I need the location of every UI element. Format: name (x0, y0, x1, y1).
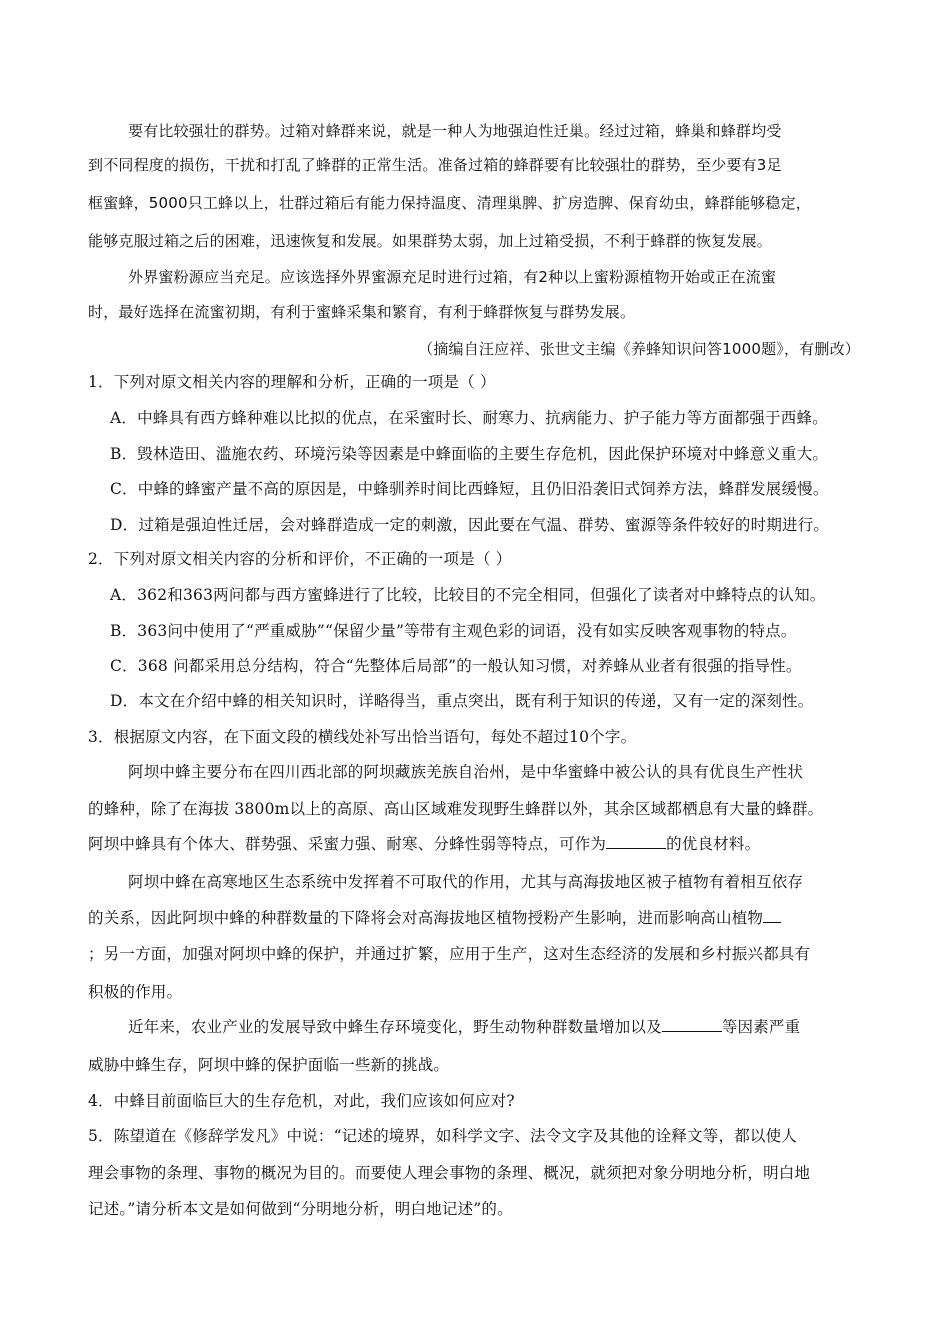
question-1-stem: 1．下列对原文相关内容的理解和分析，正确的一项是（ ） (88, 373, 496, 391)
question-4-stem: 4．中蜂目前面临巨大的生存危机，对此，我们应该如何应对? (88, 1092, 515, 1110)
answer-blank-3[interactable] (662, 1017, 722, 1032)
passage-line: 时，最好选择在流蜜初期，有利于蜜蜂采集和繁育，有利于蜂群恢复与群势发展。 (88, 303, 636, 321)
question-2-option-c: C．368 问都采用总分结构，符合“先整体后局部”的一般认知习惯，对养蜂从业者有很强的指导性。 (110, 657, 802, 675)
passage-line: 外界蜜粉源应当充足。应该选择外界蜜源充足时进行过箱，有2种以上蜜粉源植物开始或正在流蜜 (128, 268, 777, 286)
question-1-option-d: D．过箱是强迫性迁居，会对蜂群造成一定的刺激，因此要在气温、群势、蜜源等条件较好的时期进行。 (110, 516, 830, 534)
question-3-text: 阿坝中蜂主要分布在四川西北部的阿坝藏族羌族自治州，是中华蜜蜂中被公认的具有优良生产性状 (128, 763, 804, 781)
passage-line: 能够克服过箱之后的困难，迅速恢复和发展。如果群势太弱，加上过箱受损，不利于蜂群的恢复发展。 (88, 232, 773, 250)
question-1-option-c: C．中蜂的蜂蜜产量不高的原因是，中蜂驯养时间比西蜂短，且仍旧沿袭旧式饲养方法，蜂群发展缓慢。 (110, 480, 829, 498)
question-1-option-b: B．毁林造田、滥施农药、环境污染等因素是中蜂面临的主要生存危机，因此保护环境对中蜂意义重大。 (110, 445, 829, 463)
question-3-text: ；另一方面，加强对阿坝中蜂的保护，并通过扩繁，应用于生产，这对生态经济的发展和乡村振兴都具有 (88, 945, 811, 963)
question-3-text: 威胁中蜂生存，阿坝中蜂的保护面临一些新的挑战。 (88, 1056, 450, 1074)
question-5-stem: 5．陈望道在《修辞学发凡》中说：“记述的境界，如科学文字、法令文字及其他的诠释文等，都以使人 (88, 1127, 797, 1145)
question-3-stem: 3．根据原文内容，在下面文段的横线处补写出恰当语句，每处不超过10个字。 (88, 728, 637, 746)
question-2-option-d: D．本文在介绍中蜂的相关知识时，详略得当，重点突出，既有利于知识的传递，又有一定的深刻性。 (110, 692, 814, 710)
question-1-option-a: A．中蜂具有西方蜂种难以比拟的优点，在采蜜时长、耐寒力、抗病能力、护子能力等方面都强于西蜂。 (110, 409, 828, 427)
passage-line: 到不同程度的损伤，干扰和打乱了蜂群的正常生活。准备过箱的蜂群要有比较强壮的群势，至少要有3足 (88, 156, 782, 174)
answer-blank-2[interactable] (763, 908, 781, 923)
source-citation: （摘编自汪应祥、张世文主编《养蜂知识问答1000题》，有删改） (418, 340, 860, 358)
answer-blank-1[interactable] (606, 834, 666, 849)
question-3-text: 阿坝中蜂在高寒地区生态系统中发挥着不可取代的作用，尤其与高海拔地区被子植物有着相互依存 (128, 873, 804, 891)
question-2-option-a: A．362和363两问都与西方蜜蜂进行了比较，比较目的不完全相同，但强化了读者对中蜂特点的认知。 (110, 586, 826, 604)
question-5-stem: 记述。”请分析本文是如何做到“分明地分析，明白地记述”的。 (88, 1200, 513, 1218)
question-3-text: 的关系，因此阿坝中蜂的种群数量的下降将会对高海拔地区植物授粉产生影响，进而影响高山植物 (88, 908, 781, 928)
question-3-text: 的蜂种，除了在海拔 3800m以上的高原、高山区域难发现野生蜂群以外，其余区域都栖息有大量的蜂群。 (88, 800, 824, 818)
question-3-text: 阿坝中蜂具有个体大、群势强、采蜜力强、耐寒、分蜂性弱等特点，可作为 的优良材料。 (88, 835, 761, 853)
passage-line: 要有比较强壮的群势。过箱对蜂群来说，就是一种人为地强迫性迁巢。经过过箱，蜂巢和蜂群均受 (128, 122, 782, 140)
question-5-stem: 理会事物的条理、事物的概况为目的。而要使人理会事物的条理、概况，就须把对象分明地分析，明白地 (88, 1164, 811, 1182)
question-3-text: 积极的作用。 (88, 983, 183, 1001)
question-3-text: 近年来，农业产业的发展导致中蜂生存环境变化，野生动物种群数量增加以及 等因素严重 (128, 1018, 801, 1036)
question-2-stem: 2．下列对原文相关内容的分析和评价，不正确的一项是（ ） (88, 550, 512, 568)
question-2-option-b: B．363问中使用了“严重威胁”“保留少量”等带有主观色彩的词语，没有如实反映客观事物的特点。 (110, 622, 797, 640)
passage-line: 框蜜蜂，5000只工蜂以上，壮群过箱后有能力保持温度、清理巢脾、扩房造脾、保育幼虫，蜂群能够稳定， (88, 194, 811, 212)
